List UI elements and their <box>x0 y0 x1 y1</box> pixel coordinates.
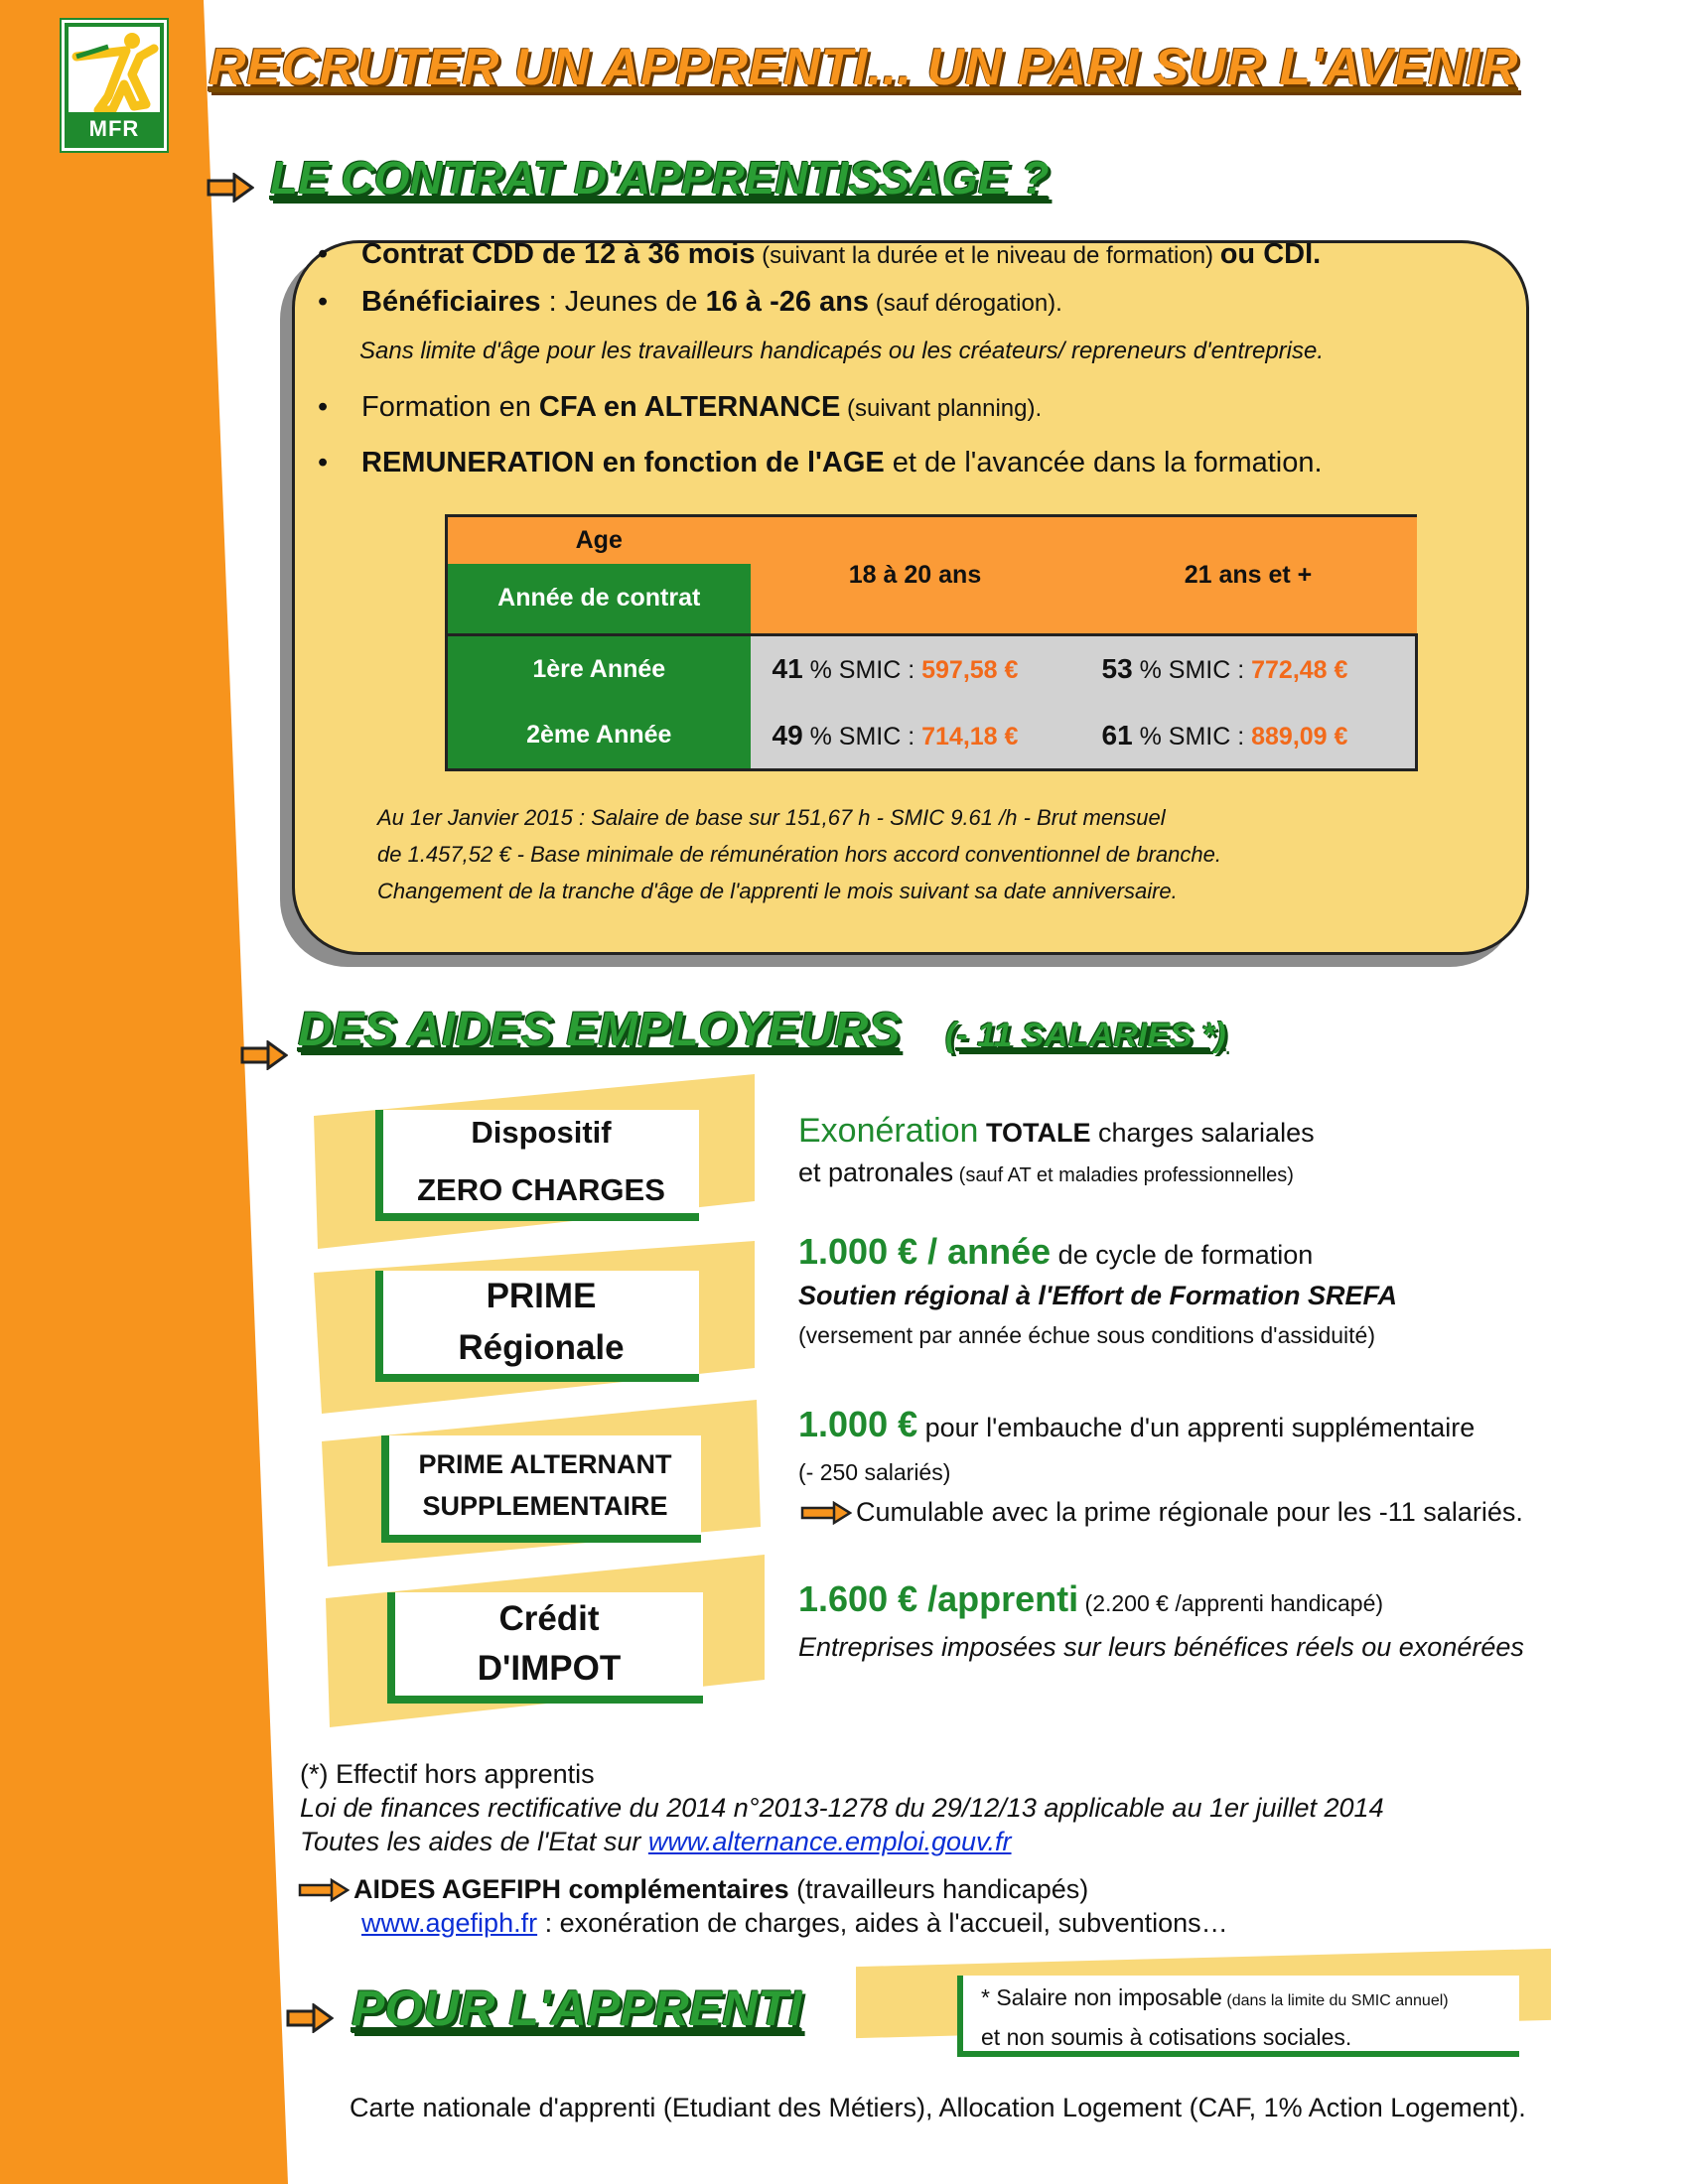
table-header-18-20: 18 à 20 ans <box>751 516 1080 635</box>
arrow-right-icon <box>207 173 254 203</box>
arrow-right-icon <box>298 1878 350 1902</box>
section-title-aides: DES AIDES EMPLOYEURS <box>298 1004 901 1056</box>
table-header-21-plus: 21 ans et + <box>1080 516 1417 635</box>
arrow-right-icon <box>286 2003 334 2033</box>
table-cell-1-1: 41 % SMIC : 597,58 € <box>751 635 1080 703</box>
section-title-contrat: LE CONTRAT D'APPRENTISSAGE ? <box>270 152 1050 204</box>
note-line: Changement de la tranche d'âge de l'apprenti le mois suivant sa date anniversaire. <box>377 879 1178 903</box>
table-cell-2-1: 49 % SMIC : 714,18 € <box>751 703 1080 770</box>
beneficiaires-note: Sans limite d'âge pour les travailleurs handicapés ou les créateurs/ repreneurs d'entreprise. <box>359 338 1325 364</box>
mfr-logo <box>62 20 167 151</box>
aid-text-credit-impot: 1.600 € /apprenti (2.200 € /apprenti handicapé) <box>798 1578 1384 1619</box>
alternance-link[interactable]: www.alternance.emploi.gouv.fr <box>647 1827 1012 1856</box>
agefiph-link[interactable]: www.agefiph.fr <box>361 1908 538 1938</box>
bullet-remuneration: • REMUNERATION en fonction de l'AGE et de l'avancée dans la formation. <box>318 447 1323 478</box>
agefiph-line: AIDES AGEFIPH complémentaires (travailleurs handicapés) <box>353 1874 1089 1904</box>
footnote-aides-etat: Toutes les aides de l'Etat sur www.alternance.emploi.gouv.fr <box>300 1827 1012 1856</box>
apprenti-bottom-line: Carte nationale d'apprenti (Etudiant des Métiers), Allocation Logement (CAF, 1% Action Logement). <box>350 2093 1526 2122</box>
footnote-loi: Loi de finances rectificative du 2014 n°2013-1278 du 29/12/13 applicable au 1er juillet 2014 <box>300 1793 1384 1823</box>
aid-text-versement: (versement par année échue sous conditions d'assiduité) <box>798 1322 1376 1348</box>
aid-label-credit-impot: Crédit D'IMPOT <box>387 1592 703 1704</box>
aid-text-250: (- 250 salariés) <box>798 1459 951 1485</box>
aid-label-prime-alternant: PRIME ALTERNANT SUPPLEMENTAIRE <box>381 1435 701 1543</box>
aid-text-cumulable: Cumulable avec la prime régionale pour les -11 salariés. <box>856 1497 1523 1527</box>
note-line: de 1.457,52 € - Base minimale de rémunération hors accord conventionnel de branche. <box>377 842 1221 867</box>
section-title-apprenti: POUR L'APPRENTI <box>352 1980 802 2036</box>
table-corner-age: Age <box>447 516 751 564</box>
bullet-formation: • Formation en CFA en ALTERNANCE (suivant planning). <box>318 391 1043 423</box>
salary-table <box>445 514 1418 771</box>
runner-logo-icon <box>69 27 160 112</box>
salary-notes <box>377 799 1221 909</box>
aid-text-entreprises: Entreprises imposées sur leurs bénéfices réels ou exonérées <box>798 1632 1524 1662</box>
note-line: Au 1er Janvier 2015 : Salaire de base sur 151,67 h - SMIC 9.61 /h - Brut mensuel <box>377 805 1166 830</box>
aid-text-prime-regionale: 1.000 € / année de cycle de formation <box>798 1231 1314 1272</box>
table-row-label-2: 2ème Année <box>447 703 751 770</box>
table-cell-1-2: 53 % SMIC : 772,48 € <box>1080 635 1417 703</box>
page-title: RECRUTER UN APPRENTI... UN PARI SUR L'AVENIR <box>209 39 1519 96</box>
bullet-beneficiaires: • Bénéficiaires : Jeunes de 16 à -26 ans (sauf dérogation). <box>318 286 1062 318</box>
table-cell-2-2: 61 % SMIC : 889,09 € <box>1080 703 1417 770</box>
aid-text-prime-alternant: 1.000 € pour l'embauche d'un apprenti supplémentaire <box>798 1404 1476 1444</box>
agefiph-desc: www.agefiph.fr : exonération de charges, aides à l'accueil, subventions… <box>361 1908 1228 1938</box>
footnote-effectif: (*) Effectif hors apprentis <box>300 1759 595 1789</box>
aid-label-zero-charges: Dispositif ZERO CHARGES <box>375 1110 699 1221</box>
aid-label-prime-regionale: PRIME Régionale <box>375 1271 699 1382</box>
table-corner-annee: Année de contrat <box>447 564 751 635</box>
salaire-note-box: * Salaire non imposable (dans la limite du SMIC annuel) et non soumis à cotisations sociales. <box>957 1976 1519 2057</box>
arrow-right-icon <box>240 1040 288 1070</box>
section-subtitle-aides: (- 11 SALARIES *) <box>945 1017 1226 1054</box>
bullet-contrat: • Contrat CDD de 12 à 36 mois (suivant la durée et le niveau de formation) ou CDI. <box>318 238 1322 270</box>
table-row-label-1: 1ère Année <box>447 635 751 703</box>
aid-text-zero-charges-2: et patronales (sauf AT et maladies professionnelles) <box>798 1158 1294 1187</box>
aid-text-srefa: Soutien régional à l'Effort de Formation SREFA <box>798 1281 1397 1310</box>
arrow-right-icon <box>800 1501 852 1525</box>
logo-text: MFR <box>88 116 140 141</box>
aid-text-zero-charges: Exonération TOTALE charges salariales <box>798 1112 1315 1150</box>
